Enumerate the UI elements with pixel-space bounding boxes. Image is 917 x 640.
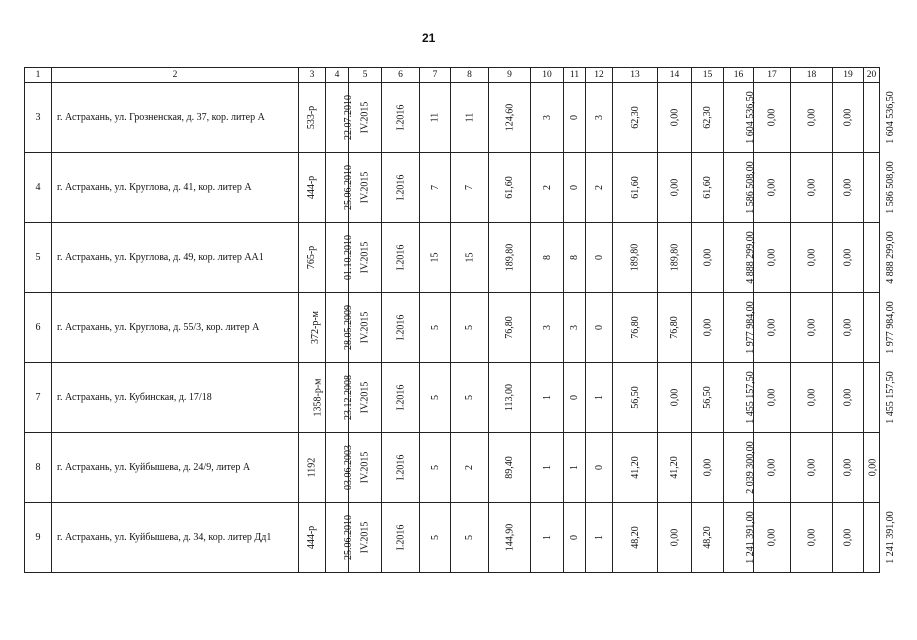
value-text: 0,00 [806,318,817,337]
header-cell: 10 [531,68,564,83]
value-text: 62,30 [629,106,641,129]
table-row [25,83,880,153]
value-cell-c18 [791,223,833,293]
header-cell: 17 [754,68,791,83]
value-text: IV.2015 [359,311,371,344]
value-cell-c4 [326,503,354,573]
value-text: IV.2015 [359,451,371,484]
header-row [25,68,880,83]
header-cell: 9 [489,68,531,83]
value-cell-c12 [586,503,613,573]
value-cell-c8 [451,153,489,223]
value-cell-c15 [692,223,724,293]
value-cell-c3 [299,293,326,363]
table-row [25,503,880,573]
value-cell-c7 [420,223,451,293]
value-cell-c17 [754,503,791,573]
value-text: 8 [569,255,580,260]
value-cell-c18 [791,363,833,433]
value-text: I.2016 [395,244,406,271]
value-cell-c4 [326,363,354,433]
value-cell-c6 [382,433,420,503]
value-text: 41,20 [629,456,641,479]
value-text: 113,00 [503,383,515,412]
value-cell-c8 [451,223,489,293]
value-text: 11 [429,112,441,123]
address-cell: г. Астрахань, ул. Круглова, д. 49, кор. литер АА1 [52,223,299,293]
header-cell: 18 [791,68,833,83]
value-cell-c20 [864,223,896,293]
value-cell-c12 [586,223,613,293]
value-text: 0,00 [766,178,778,197]
value-cell-c3 [299,503,326,573]
value-text: 0,00 [842,178,854,197]
header-cell: 20 [864,68,880,83]
value-cell-c17 [754,83,791,153]
value-text: 1 977 984,00 [884,301,896,354]
address-cell: г. Астрахань, ул. Куйбышева, д. 34, кор. литер Дд1 [52,503,299,573]
value-cell-c6 [382,363,420,433]
value-cell-c10 [531,293,564,363]
value-text: 1 604 536,50 [884,91,896,144]
row-number-cell: 7 [25,363,52,433]
value-text: 0,00 [806,178,817,197]
value-text: 1 455 157,50 [884,371,896,424]
value-text: 0,00 [842,388,854,407]
value-cell-c3 [299,83,326,153]
value-cell-c16 [724,503,754,573]
value-text: 15 [429,252,441,263]
value-text: 4 888 299,00 [744,231,756,284]
value-text: 1358-р-м [312,378,324,417]
address-cell: г. Астрахань, ул. Кубинская, д. 17/18 [52,363,299,433]
value-cell-c9 [489,223,531,293]
value-cell-c6 [382,293,420,363]
value-cell-c8 [451,83,489,153]
value-text: 61,60 [504,176,515,199]
value-text: 1 586 508,00 [884,161,896,214]
value-cell-c17 [754,223,791,293]
value-cell-c16 [724,293,754,363]
value-cell-c3 [299,433,326,503]
address-cell: г. Астрахань, ул. Куйбышева, д. 24/9, литер А [52,433,299,503]
header-cell: 12 [586,68,613,83]
value-cell-c8 [451,293,489,363]
value-cell-c9 [489,293,531,363]
value-text: 0,00 [806,108,817,127]
value-cell-c16 [724,83,754,153]
value-cell-c19 [833,503,864,573]
value-text: 0,00 [669,388,680,407]
value-text: 89,40 [504,456,515,479]
value-cell-c20 [864,503,896,573]
value-cell-c7 [420,293,451,363]
value-cell-c7 [420,433,451,503]
value-text: 765-р [306,245,318,270]
value-text: 0,00 [766,248,778,267]
value-cell-c8 [451,503,489,573]
value-text: 0 [569,115,580,120]
value-text: 5 [429,325,441,330]
value-text: 01.10.2010 [343,235,354,280]
value-text: 3 [569,325,580,330]
value-text: 8 [541,255,553,260]
row-number-cell: 6 [25,293,52,363]
value-cell-c6 [382,153,420,223]
value-cell-c12 [586,153,613,223]
value-text: 5 [464,325,475,330]
value-text: I.2016 [395,174,406,201]
address-cell: г. Астрахань, ул. Круглова, д. 55/3, кор. литер А [52,293,299,363]
value-cell-c10 [531,223,564,293]
value-text: IV.2015 [359,101,371,134]
row-number-cell: 5 [25,223,52,293]
value-text: 0,00 [766,458,778,477]
row-number-cell: 9 [25,503,52,573]
value-cell-c11 [564,433,586,503]
value-text: 144,90 [504,523,515,552]
value-cell-c9 [489,503,531,573]
value-text: 0,00 [842,318,854,337]
value-text: 0,00 [669,108,680,127]
value-cell-c13 [613,433,658,503]
value-cell-c13 [613,153,658,223]
value-cell-c15 [692,503,724,573]
value-cell-c10 [531,503,564,573]
value-text: IV.2015 [359,381,371,414]
value-text: 1 977 984,00 [744,301,756,354]
value-cell-c6 [382,223,420,293]
value-text: 76,80 [629,316,641,339]
value-text: 48,20 [702,526,713,549]
value-cell-c15 [692,363,724,433]
value-text: 0,00 [702,248,713,267]
value-text: 56,50 [702,386,713,409]
value-cell-c16 [724,363,754,433]
value-cell-c19 [833,433,864,503]
value-text: 0 [569,185,580,190]
value-cell-c16 [724,153,754,223]
header-cell: 15 [692,68,724,83]
value-cell-c10 [531,153,564,223]
header-cell: 16 [724,68,754,83]
value-cell-c9 [489,363,531,433]
value-cell-c3 [299,153,326,223]
value-text: 0,00 [702,318,713,337]
value-cell-c11 [564,503,586,573]
value-text: 1 [569,465,580,470]
value-text: 5 [464,535,475,540]
value-cell-c17 [754,363,791,433]
value-cell-c15 [692,433,724,503]
value-cell-c20 [864,363,896,433]
value-cell-c18 [791,503,833,573]
value-cell-c14 [658,153,692,223]
value-text: 189,80 [504,243,515,272]
value-text: 5 [429,465,441,470]
address-cell: г. Астрахань, ул. Круглова, д. 41, кор. литер А [52,153,299,223]
value-cell-c11 [564,363,586,433]
value-cell-c3 [299,363,326,433]
value-cell-c14 [658,293,692,363]
value-text: 7 [429,185,441,190]
value-cell-c9 [489,433,531,503]
table-row [25,363,880,433]
value-text: 0,00 [669,528,680,547]
value-text: 2 [464,465,475,470]
header-cell: 14 [658,68,692,83]
value-cell-c4 [326,153,354,223]
value-text: 1 241 391,00 [744,511,756,564]
value-text: 5 [464,395,475,400]
value-cell-c15 [692,293,724,363]
value-text: 0,00 [766,318,778,337]
value-cell-c10 [531,363,564,433]
value-text: I.2016 [395,524,406,551]
value-text: 76,80 [669,316,680,339]
value-cell-c13 [613,503,658,573]
table-row [25,153,880,223]
value-text: 0,00 [842,458,854,477]
header-cell: 6 [382,68,420,83]
value-text: 2 [541,185,553,190]
value-cell-c14 [658,503,692,573]
value-text: I.2016 [395,384,406,411]
value-cell-c10 [531,83,564,153]
value-cell-c4 [326,293,354,363]
value-cell-c12 [586,83,613,153]
value-text: IV.2015 [359,171,371,204]
value-cell-c4 [326,223,354,293]
row-number-cell: 8 [25,433,52,503]
header-cell: 4 [326,68,349,83]
value-cell-c4 [326,83,354,153]
value-text: 48,20 [629,526,641,549]
value-cell-c6 [382,83,420,153]
value-text: 444-р [306,525,318,550]
value-cell-c7 [420,363,451,433]
value-text: 25.06.2010 [343,515,354,560]
value-text: 2 [593,185,605,190]
value-cell-c14 [658,433,692,503]
value-cell-c13 [613,223,658,293]
value-text: 1 241 391,00 [884,511,896,564]
value-text: 1 455 157,50 [744,371,756,424]
value-text: 7 [464,185,475,190]
value-text: 2 039 300,00 [744,441,756,494]
value-cell-c12 [586,363,613,433]
table-row [25,433,880,503]
value-cell-c19 [833,223,864,293]
value-cell-c3 [299,223,326,293]
value-text: 0,00 [806,248,817,267]
value-text: 61,60 [702,176,713,199]
value-text: 124,60 [504,103,515,132]
value-text: 444-р [306,175,318,200]
value-cell-c19 [833,83,864,153]
header-cell: 8 [451,68,489,83]
value-text: 3 [593,115,605,120]
value-cell-c11 [564,293,586,363]
value-text: 1 [541,395,553,400]
value-text: 61,60 [629,176,641,199]
value-cell-c10 [531,433,564,503]
value-cell-c20 [864,433,880,503]
value-text: 0 [569,395,580,400]
value-text: 76,80 [504,316,515,339]
value-text: I.2016 [395,104,406,131]
header-cell: 3 [299,68,326,83]
value-text: 0 [593,255,605,260]
value-text: 1 [593,535,605,540]
value-text: 0,00 [842,248,854,267]
value-cell-c16 [724,433,754,503]
value-text: IV.2015 [359,521,371,554]
value-cell-c11 [564,153,586,223]
value-text: 533-р [306,105,318,130]
value-text: 0,00 [867,458,879,477]
value-cell-c17 [754,153,791,223]
value-cell-c14 [658,223,692,293]
row-number-cell: 4 [25,153,52,223]
value-cell-c20 [864,83,896,153]
value-cell-c14 [658,83,692,153]
value-cell-c13 [613,293,658,363]
value-text: 1 [593,395,605,400]
value-text: 56,50 [629,386,641,409]
value-text: 1 [541,465,553,470]
value-text: 0,00 [766,388,778,407]
value-text: 0,00 [806,528,817,547]
value-text: 1 604 536,50 [744,91,756,144]
header-cell: 5 [349,68,382,83]
value-cell-c17 [754,293,791,363]
value-cell-c20 [864,293,896,363]
value-text: 189,80 [629,243,641,272]
value-cell-c19 [833,153,864,223]
value-cell-c18 [791,83,833,153]
value-cell-c13 [613,363,658,433]
value-text: 189,80 [669,243,680,272]
value-cell-c18 [791,433,833,503]
header-cell: 7 [420,68,451,83]
header-cell: 11 [564,68,586,83]
value-cell-c11 [564,83,586,153]
value-cell-c9 [489,83,531,153]
value-cell-c7 [420,503,451,573]
value-cell-c12 [586,433,613,503]
value-cell-c20 [864,153,896,223]
value-text: 0,00 [702,458,713,477]
value-cell-c7 [420,153,451,223]
value-text: 3 [541,115,553,120]
value-cell-c8 [451,363,489,433]
row-number-cell: 3 [25,83,52,153]
table-row [25,223,880,293]
value-cell-c18 [791,293,833,363]
value-cell-c16 [724,223,754,293]
value-cell-c17 [754,433,791,503]
value-text: 0,00 [806,388,817,407]
value-text: I.2016 [395,314,406,341]
value-cell-c7 [420,83,451,153]
value-text: 0,00 [842,528,854,547]
value-text: 11 [463,112,475,123]
value-cell-c14 [658,363,692,433]
value-cell-c11 [564,223,586,293]
value-text: 0,00 [842,108,854,127]
value-text: 25.06.2010 [343,165,354,210]
value-text: 5 [429,535,441,540]
value-text: I.2016 [395,454,406,481]
value-text: 1 586 508,00 [744,161,756,214]
value-text: 0,00 [766,108,778,127]
value-cell-c13 [613,83,658,153]
value-text: 0 [569,535,580,540]
value-cell-c12 [586,293,613,363]
value-text: 15 [464,252,475,263]
value-text: 0,00 [806,458,817,477]
value-text: 4 888 299,00 [884,231,896,284]
value-text: 0 [593,465,605,470]
value-cell-c9 [489,153,531,223]
value-text: 22.07.2010 [343,95,354,140]
value-cell-c4 [326,433,354,503]
value-cell-c18 [791,153,833,223]
value-text: 0 [593,325,605,330]
value-text: 28.05.2009 [343,305,354,350]
value-text: 1 [541,535,553,540]
value-cell-c15 [692,153,724,223]
value-text: 0,00 [669,178,680,197]
value-text: 62,30 [702,106,713,129]
page-number: 21 [422,31,436,45]
header-cell: 13 [613,68,658,83]
value-cell-c15 [692,83,724,153]
value-cell-c6 [382,503,420,573]
value-text: 23.12.2008 [343,375,354,420]
value-cell-c19 [833,363,864,433]
data-table [24,67,896,573]
table-row [25,293,880,363]
value-cell-c19 [833,293,864,363]
header-cell: 1 [25,68,52,83]
address-cell: г. Астрахань, ул. Грозненская, д. 37, кор. литер А [52,83,299,153]
header-cell: 2 [52,68,299,83]
value-text: 03.06.2003 [343,445,354,490]
value-cell-c8 [451,433,489,503]
value-text: 1192 [306,457,318,478]
value-text: 0,00 [766,528,778,547]
value-text: 3 [541,325,553,330]
value-text: 41,20 [669,456,680,479]
header-cell: 19 [833,68,864,83]
value-text: 5 [429,395,441,400]
value-text: IV.2015 [359,241,371,274]
value-text: 372-р-м [310,311,321,344]
